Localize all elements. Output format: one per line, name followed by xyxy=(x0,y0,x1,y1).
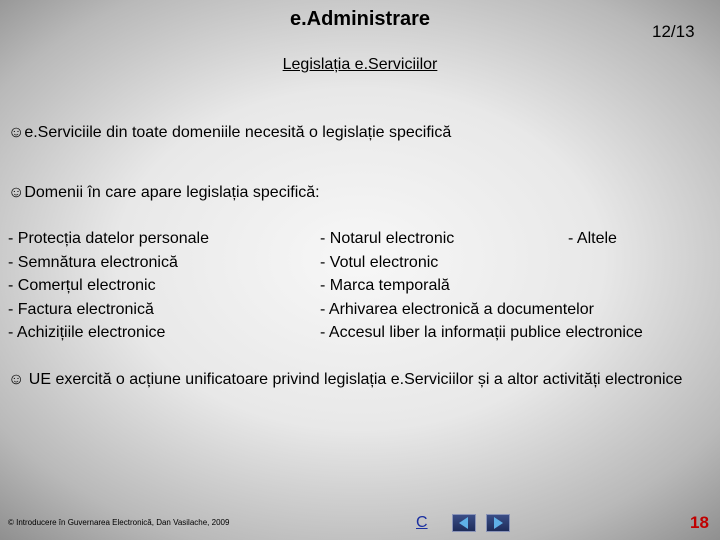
list-item: - Arhivarea electronică a documentelor xyxy=(320,300,594,318)
previous-slide-button[interactable] xyxy=(452,514,476,532)
domains-list-right xyxy=(568,227,617,251)
list-item: - Comerțul electronic xyxy=(8,277,156,294)
home-link[interactable]: C xyxy=(416,514,428,531)
list-item: - Votul electronic xyxy=(320,253,439,271)
bullet-legislation-need: ☺e.Serviciile din toate domeniile necesită o legislație specifică xyxy=(8,124,452,141)
slide-counter: 12/13 xyxy=(652,22,695,41)
list-item: - Factura electronică xyxy=(8,300,154,318)
slide-title: e.Administrare xyxy=(289,8,431,30)
slide-subtitle: Legislația e.Serviciilor xyxy=(282,56,438,73)
triangle-right-icon xyxy=(494,517,503,529)
list-item: - Protecția datelor personale xyxy=(8,230,209,247)
page-number: 18 xyxy=(690,513,709,532)
bullet-eu-unification: ☺ UE exercită o acțiune unificatoare privind legislația e.Serviciilor și a altor activități electronice xyxy=(8,371,683,388)
list-item: - Achizițiile electronice xyxy=(8,324,166,341)
triangle-left-icon xyxy=(459,517,468,529)
domains-list-left xyxy=(8,227,209,345)
bullet-domains-heading: ☺Domenii în care apare legislația specifică: xyxy=(8,184,320,201)
footer-credit: © Introducere în Guvernarea Electronică, Dan Vasilache, 2009 xyxy=(8,518,230,527)
next-slide-button[interactable] xyxy=(486,514,510,532)
list-item: - Semnătura electronică xyxy=(8,253,178,271)
list-item: - Accesul liber la informații publice electronice xyxy=(320,324,643,341)
list-item: - Marca temporală xyxy=(320,277,450,294)
list-item: - Notarul electronic xyxy=(320,230,455,247)
list-item: - Altele xyxy=(568,230,617,247)
